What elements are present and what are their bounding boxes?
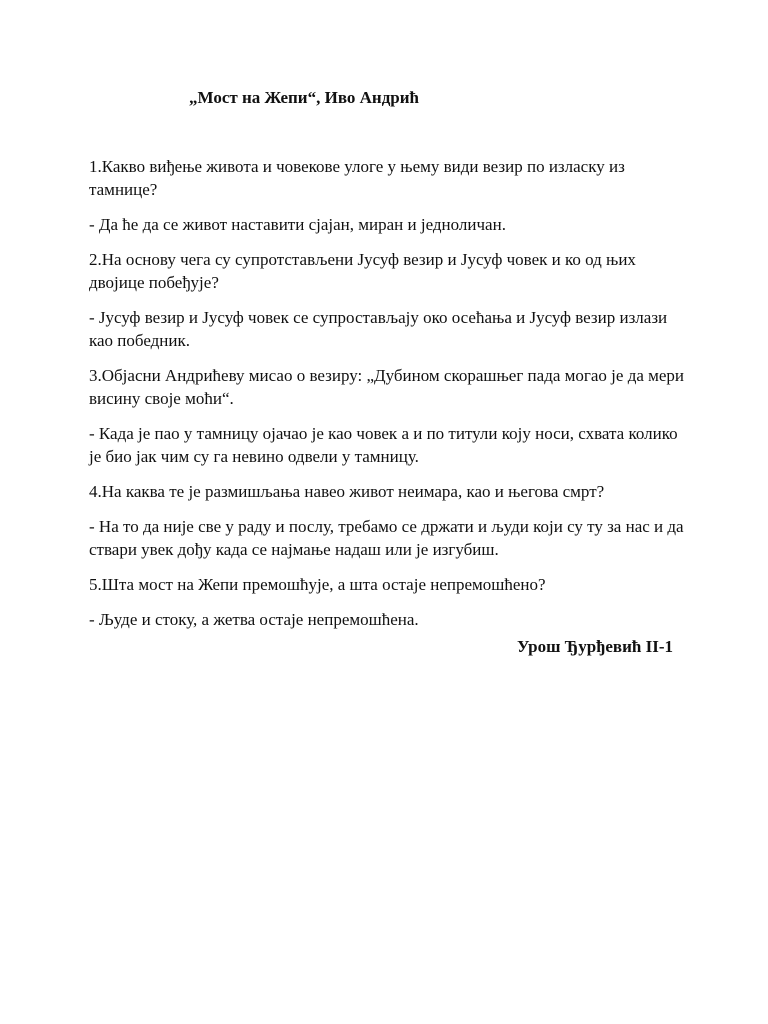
question-1: 1.Какво виђење живота и човекове улоге у њему види везир по изласку из тамнице?: [89, 157, 625, 199]
answer-3: - Када је пао у тамницу ојачао је као човек а и по титули коју носи, схвата колико је био јак чим су га невино одвели у тамницу.: [89, 424, 678, 466]
question-4: 4.На каква те је размишљања навео живот неимара, као и његова смрт?: [89, 482, 605, 501]
question-3: 3.Објасни Андрићеву мисао о везиру: „Дубином скорашњег пада могао је да мери висину своје моћи“.: [89, 366, 685, 408]
answer-1: - Да ће да се живот наставити сјајан, миран и једноличан.: [89, 215, 506, 234]
question-5: 5.Шта мост на Жепи премошћује, а шта остаје непремошћено?: [89, 575, 546, 594]
answer-2: - Јусуф везир и Јусуф човек се супростављају око осећања и Јусуф везир излази као победник.: [89, 308, 668, 350]
document-title: „Мост на Жепи“, Иво Андрић: [189, 88, 420, 107]
answer-4: - На то да није све у раду и послу, требамо се држати и људи који су ту за нас и да ствари увек дођу када се најмање надаш или је изгубиш.: [89, 517, 684, 559]
answer-5: - Људе и стоку, а жетва остаје непремошћена.: [89, 610, 419, 629]
question-2: 2.На основу чега су супротстављени Јусуф везир и Јусуф човек и ко од њих двојице побеђује?: [89, 250, 636, 292]
author-signature: Урош Ђурђевић II-1: [517, 637, 673, 656]
document-body: [89, 155, 689, 643]
